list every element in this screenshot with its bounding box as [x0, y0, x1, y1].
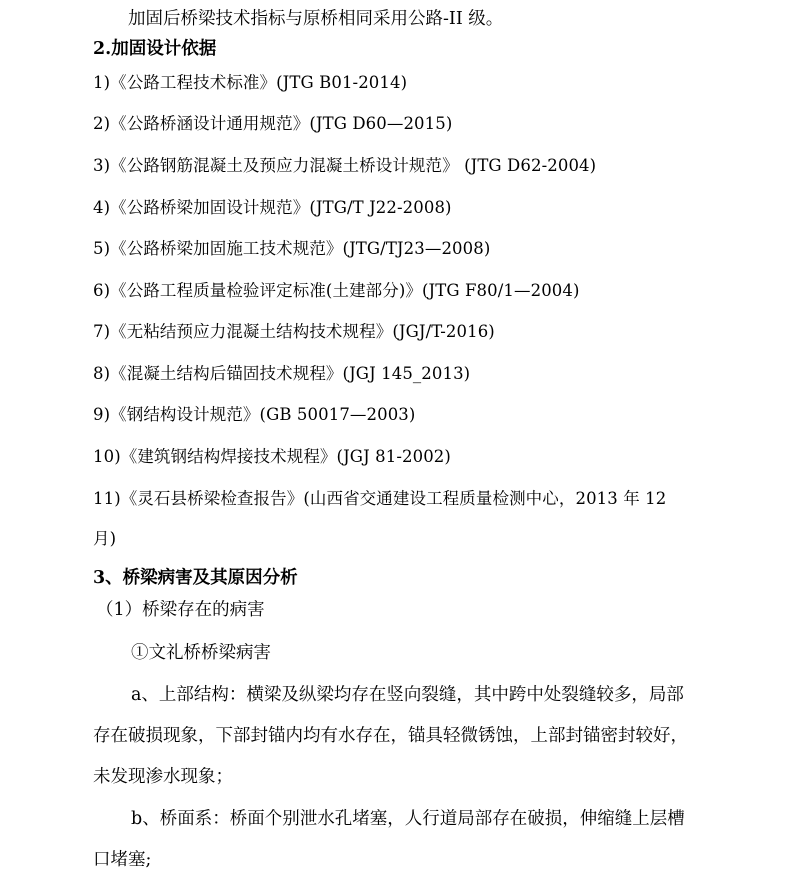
reference-item: 11)《灵石县桥梁检查报告》(山西省交通建设工程质量检测中心，2013 年 12 [93, 489, 667, 508]
reference-item-continuation: 月) [93, 529, 117, 548]
paragraph-line: 口堵塞; [93, 850, 152, 870]
reference-item: 6)《公路工程质量检验评定标准(土建部分)》(JTG F80/1—2004) [93, 281, 580, 300]
subsection-heading: （1）桥梁存在的病害 [96, 600, 265, 620]
paragraph-line: 存在破损现象，下部封锚内均有水存在，锚具轻微锈蚀，上部封锚密封较好， [93, 726, 688, 746]
section-heading-bridge-defects: 3、桥梁病害及其原因分析 [93, 568, 298, 588]
reference-item: 3)《公路钢筋混凝土及预应力混凝土桥设计规范》 (JTG D62-2004) [93, 156, 597, 175]
bridge-name-heading: ①文礼桥桥梁病害 [131, 643, 271, 663]
reference-item: 7)《无粘结预应力混凝土结构技术规程》(JGJ/T-2016) [93, 322, 495, 341]
paragraph-line: 未发现渗水现象； [93, 767, 233, 787]
reference-item: 9)《钢结构设计规范》(GB 50017—2003) [93, 405, 416, 424]
paragraph-line: b、桥面系：桥面个别泄水孔堵塞，人行道局部存在破损，伸缩缝上层槽 [131, 809, 685, 829]
intro-text: 加固后桥梁技术指标与原桥相同采用公路-II 级。 [128, 9, 504, 29]
reference-item: 5)《公路桥梁加固施工技术规范》(JTG/TJ23—2008) [93, 239, 491, 258]
reference-item: 4)《公路桥梁加固设计规范》(JTG/T J22-2008) [93, 198, 452, 217]
reference-item: 10)《建筑钢结构焊接技术规程》(JGJ 81-2002) [93, 447, 451, 466]
paragraph-line: a、上部结构：横梁及纵梁均存在竖向裂缝，其中跨中处裂缝较多，局部 [131, 685, 684, 705]
reference-item: 2)《公路桥涵设计通用规范》(JTG D60—2015) [93, 114, 453, 133]
reference-item: 8)《混凝土结构后锚固技术规程》(JGJ 145_2013) [93, 364, 471, 383]
section-heading-design-basis: 2.加固设计依据 [93, 39, 217, 59]
reference-item: 1)《公路工程技术标准》(JTG B01-2014) [93, 73, 408, 92]
